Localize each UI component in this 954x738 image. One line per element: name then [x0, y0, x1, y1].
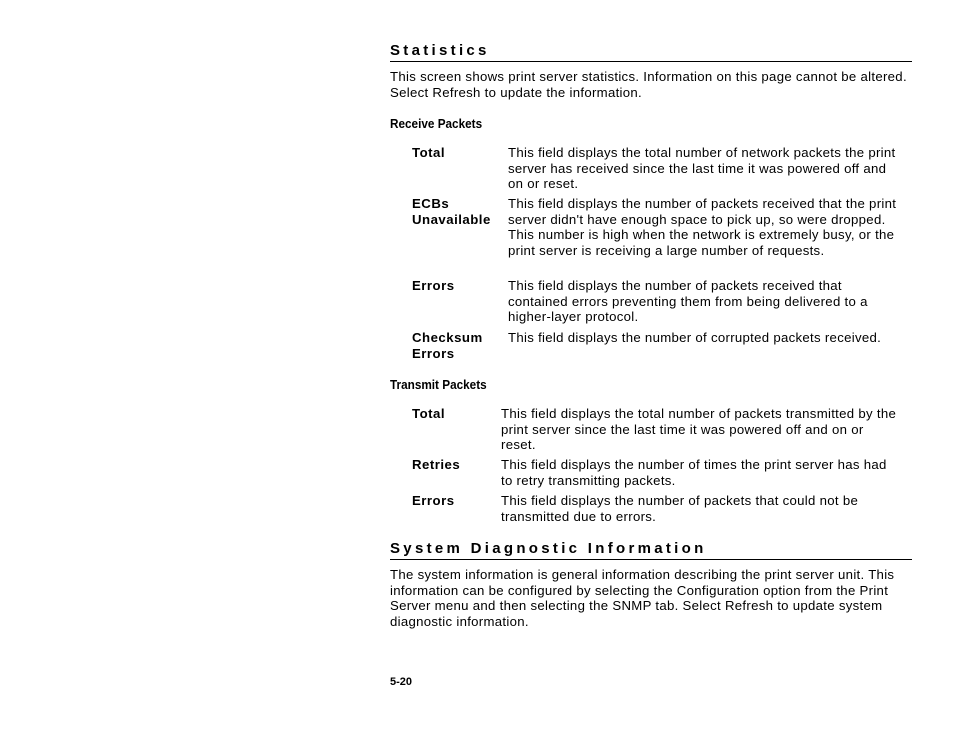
definition-description: This field displays the total number of network packets the print server has received since the last time it was powered off and on or reset.	[508, 145, 896, 191]
definition-term: Errors	[412, 493, 455, 508]
statistics-heading: Statistics	[390, 42, 912, 62]
definition-term: Errors	[412, 278, 455, 293]
definition-term: Total	[412, 406, 446, 421]
definition-term: Total	[412, 145, 446, 160]
definition-description: This field displays the number of times the print server has had to retry transmitting packets.	[501, 457, 887, 488]
definition-description: This field displays the number of corrupted packets received.	[508, 330, 882, 345]
definition-description: This field displays the number of packets received that contained errors preventing them from being delivered to a higher-layer protocol.	[508, 278, 868, 324]
statistics-intro: This screen shows print server statistics. Information on this page cannot be altered. Select Refresh to update the information.	[390, 69, 907, 100]
definition-description: This field displays the number of packets that could not be transmitted due to errors.	[501, 493, 859, 524]
receive-packets-heading: Receive Packets	[390, 117, 483, 131]
page-number: 5-20	[390, 676, 413, 688]
system-diagnostic-intro: The system information is general information describing the print server unit. This information can be configured by selecting the Configuration option from the Print Server menu and then selecting the SNMP tab. Select Refresh to update system diagnostic information.	[390, 567, 895, 629]
definition-term: Retries	[412, 457, 461, 472]
definition-term: ECBs Unavailable	[412, 196, 491, 227]
system-diagnostic-heading: System Diagnostic Information	[390, 540, 912, 560]
definition-term: Checksum Errors	[412, 330, 483, 361]
definition-description: This field displays the total number of packets transmitted by the print server since the last time it was powered off and on or reset.	[501, 406, 897, 452]
transmit-packets-heading: Transmit Packets	[390, 378, 487, 392]
definition-description: This field displays the number of packets received that the print server didn't have enough space to pick up, so were dropped. This number is high when the network is extremely busy, or the print server is receiving a large number of requests.	[508, 196, 897, 258]
